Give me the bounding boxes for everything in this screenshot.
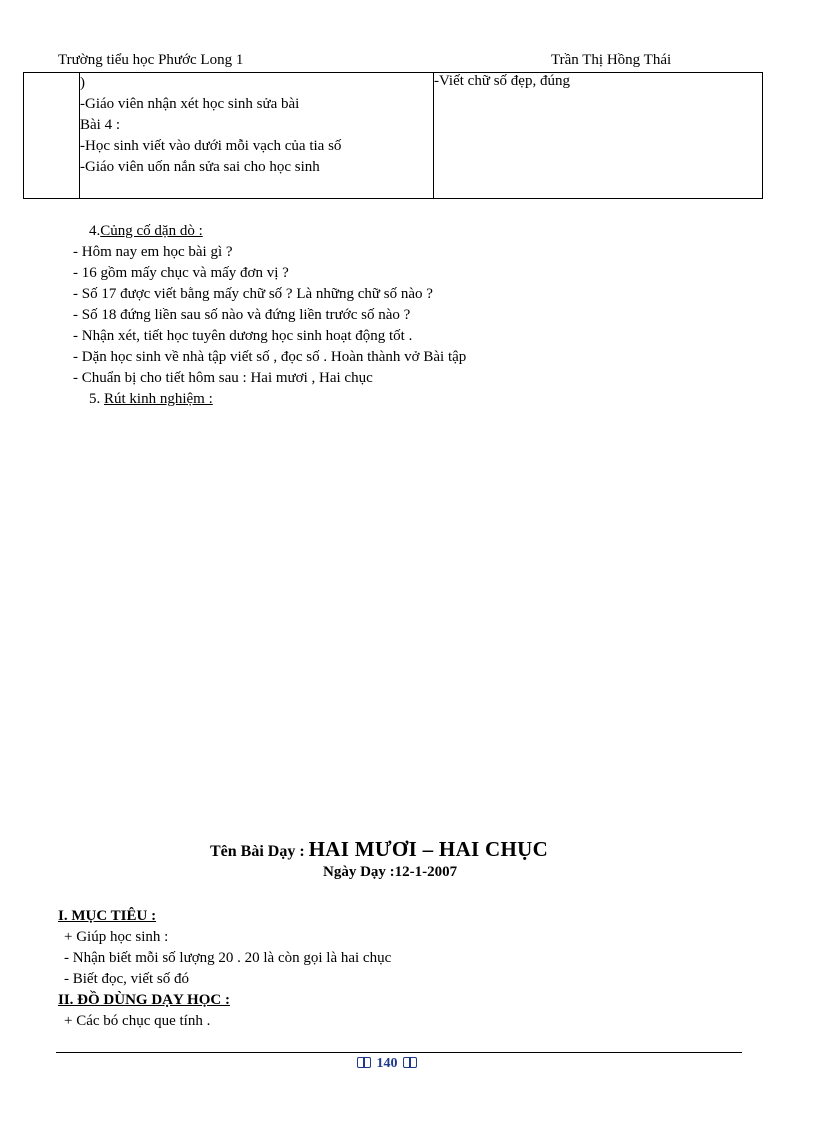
section-materials-heading: II. ĐỒ DÙNG DẠY HỌC : xyxy=(58,992,230,1008)
book-icon xyxy=(357,1057,371,1068)
list-item: + Các bó chục que tính . xyxy=(64,1013,211,1029)
lesson-date: Ngày Dạy :12-1-2007 xyxy=(323,864,458,880)
list-item: - Số 18 đứng liền sau số nào và đứng liền trước số nào ? xyxy=(73,307,411,323)
list-item: - Chuẩn bị cho tiết hôm sau : Hai mươi , Hai chục xyxy=(73,370,373,386)
table-cell-student-activity xyxy=(434,73,763,199)
review-list xyxy=(73,242,466,389)
list-item: - Dặn học sinh về nhà tập viết số , đọc số . Hoàn thành vở Bài tập xyxy=(73,349,467,365)
experience-heading xyxy=(89,389,213,410)
lesson-title-text: HAI MƯƠI – HAI CHỤC xyxy=(308,837,549,861)
list-item: - Hôm nay em học bài gì ? xyxy=(73,244,233,260)
table-line: -Học sinh viết vào dưới mỗi vạch của tia số xyxy=(80,138,342,154)
lesson-title-prefix: Tên Bài Dạy : xyxy=(210,843,309,860)
table-cell-teacher-activity xyxy=(80,73,434,199)
section-objectives-heading: I. MỤC TIÊU : xyxy=(58,908,157,924)
experience-heading-number: 5. xyxy=(89,391,104,407)
list-item: - Biết đọc, viết số đó xyxy=(64,971,189,987)
objectives-list xyxy=(64,927,391,990)
table-line: -Giáo viên uốn nắn sửa sai cho học sinh xyxy=(80,159,320,175)
table-line: Bài 4 : xyxy=(80,117,120,133)
list-item: - 16 gồm mấy chục và mấy đơn vị ? xyxy=(73,265,289,281)
review-heading xyxy=(89,221,203,242)
list-item: + Giúp học sinh : xyxy=(64,929,169,945)
list-item: - Nhận xét, tiết học tuyên dương học sinh hoạt động tốt . xyxy=(73,328,413,344)
page-footer xyxy=(357,1056,417,1072)
book-icon xyxy=(403,1057,417,1068)
materials-list xyxy=(64,1011,210,1032)
teacher-name: Trần Thị Hồng Thái xyxy=(551,52,672,68)
review-heading-number: 4. xyxy=(89,223,101,239)
review-heading-text: Củng cố dặn dò : xyxy=(100,223,203,239)
list-item: - Số 17 được viết bằng mấy chữ số ? Là những chữ số nào ? xyxy=(73,286,433,302)
school-name: Trường tiểu học Phước Long 1 xyxy=(58,52,244,68)
table-row xyxy=(24,73,763,199)
table-line: -Giáo viên nhận xét học sinh sửa bài xyxy=(80,96,300,112)
list-item: - Nhận biết mỗi số lượng 20 . 20 là còn gọi là hai chục xyxy=(64,950,392,966)
table-line: -Viết chữ số đẹp, đúng xyxy=(434,73,570,89)
footer-rule xyxy=(56,1052,742,1053)
experience-heading-text: Rút kinh nghiệm : xyxy=(104,391,213,407)
table-line: ) xyxy=(80,75,85,91)
page-number: 140 xyxy=(376,1056,398,1071)
table-cell-empty xyxy=(24,73,80,199)
lesson-title xyxy=(210,837,548,862)
activity-table xyxy=(23,72,763,199)
